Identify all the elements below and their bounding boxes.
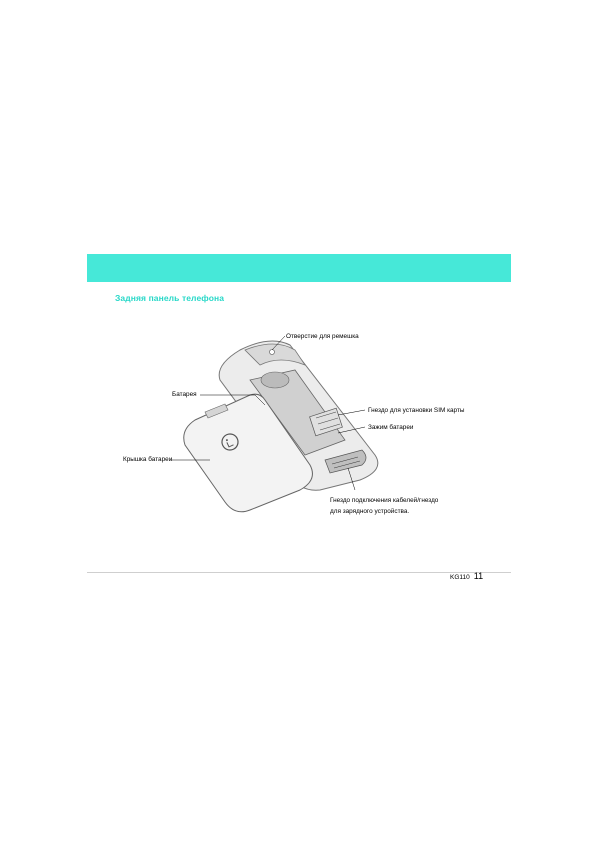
label-sim-slot: Гнездо для установки SIM карты	[368, 407, 465, 414]
footer-rule	[87, 572, 511, 573]
label-connector-line1: Гнездо подключения кабелей/гнездо	[330, 497, 439, 504]
header-band	[87, 254, 511, 282]
label-battery-cover: Крышка батареи	[123, 456, 173, 463]
strap-hole	[270, 350, 275, 355]
phone-back-illustration	[100, 320, 500, 540]
page-number: 11	[473, 571, 484, 581]
footer	[450, 571, 483, 581]
label-battery-latch: Зажим батареи	[368, 424, 414, 431]
phone-diagram	[100, 320, 500, 540]
label-connector-line2: для зарядного устройства.	[330, 508, 410, 515]
footer-model: KG110	[450, 574, 470, 581]
section-title: Задняя панель телефона	[115, 293, 225, 303]
label-strap-hole: Отверстие для ремешка	[286, 333, 359, 340]
label-battery: Батарея	[172, 391, 197, 398]
